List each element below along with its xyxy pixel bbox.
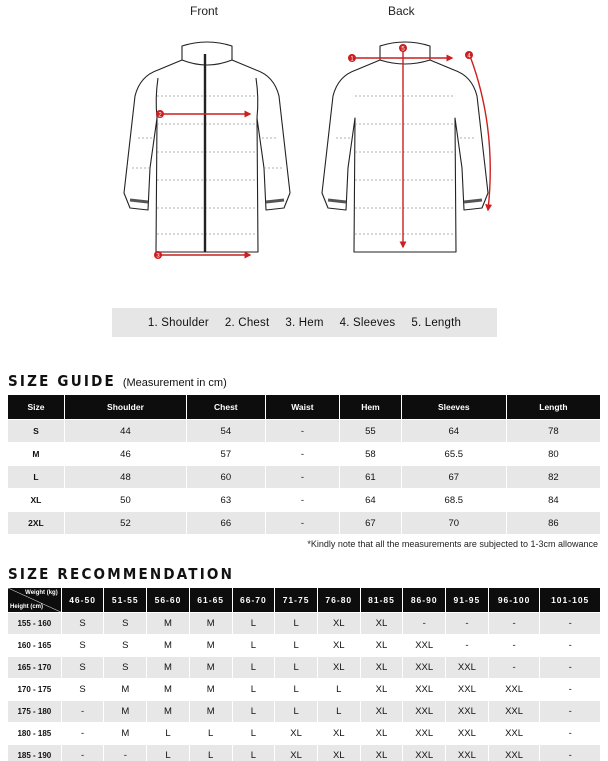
size-guide-title [8,372,227,390]
table-row [8,701,600,722]
recommended-size-cell: XXL [446,745,488,761]
size-guide-subtitle: (Measurement in cm) [122,377,227,389]
legend-shoulder: 1. Shoulder [147,316,209,329]
size-guide-heading: SIZE GUIDE [8,372,116,390]
measurement-cell: 80 [507,443,600,465]
recommended-size-cell: XL [318,635,360,656]
recommended-size-cell: - [540,701,600,722]
recommended-size-cell: - [403,613,445,634]
svg-text:4: 4 [467,53,471,60]
recommended-size-cell: L [275,679,317,700]
recommended-size-cell: L [190,723,232,744]
size-cell: M [8,443,64,465]
recommended-size-cell: M [190,701,232,722]
recommended-size-cell: S [62,657,104,678]
recommended-size-cell: S [62,679,104,700]
recommended-size-cell: XXL [403,701,445,722]
weight-header-cell: 46-50 [62,588,104,612]
recommended-size-cell: L [233,635,275,656]
svg-text:3: 3 [156,253,160,260]
measurement-cell: - [266,443,339,465]
back-view-label: Back [388,4,415,18]
recommended-size-cell: S [62,635,104,656]
recommended-size-cell: XXL [489,723,540,744]
recommended-size-cell: XXL [446,657,488,678]
size-guide-header-cell: Chest [187,395,265,419]
recommended-size-cell: XXL [446,679,488,700]
weight-header-cell: 56-60 [147,588,189,612]
recommended-size-cell: - [446,613,488,634]
table-row [8,635,600,656]
measurement-cell: 66 [187,512,265,534]
recommended-size-cell: XL [361,745,403,761]
measurement-cell: 63 [187,489,265,511]
measurement-cell: 44 [65,420,186,442]
size-cell: XL [8,489,64,511]
table-row [8,443,600,465]
height-range-cell: 185 - 190 [8,745,61,761]
table-row [8,489,600,511]
recommended-size-cell: L [233,679,275,700]
recommended-size-cell: L [275,613,317,634]
height-range-cell: 175 - 180 [8,701,61,722]
size-guide-header-cell: Hem [340,395,401,419]
recommended-size-cell: L [147,745,189,761]
recommended-size-cell: L [318,679,360,700]
recommended-size-cell: M [104,701,146,722]
recommended-size-cell: M [190,679,232,700]
recommended-size-cell: XL [275,745,317,761]
svg-text:2: 2 [158,112,162,119]
measurement-cell: 67 [402,466,506,488]
table-row [8,745,600,761]
size-guide-header-row [8,395,600,419]
size-cell: L [8,466,64,488]
weight-header-cell: 96-100 [489,588,540,612]
recommended-size-cell: - [540,723,600,744]
table-row [8,679,600,700]
recommended-size-cell: XL [318,613,360,634]
recommended-size-cell: S [104,635,146,656]
height-range-cell: 160 - 165 [8,635,61,656]
measurement-cell: 64 [340,489,401,511]
measurement-cell: 86 [507,512,600,534]
recommended-size-cell: XXL [403,723,445,744]
recommended-size-cell: - [489,635,540,656]
measurement-cell: - [266,420,339,442]
recommended-size-cell: L [190,745,232,761]
jacket-diagram [0,18,608,288]
table-row [8,657,600,678]
measurement-cell: 58 [340,443,401,465]
legend-chest: 2. Chest [224,316,270,329]
table-row [8,613,600,634]
marker-sleeves-4 [465,51,473,60]
recommended-size-cell: L [147,723,189,744]
measurement-cell: 61 [340,466,401,488]
measurement-cell: 78 [507,420,600,442]
recommended-size-cell: XXL [489,701,540,722]
recommended-size-cell: XXL [446,723,488,744]
height-axis-label: Height (cm) [10,604,43,610]
recommended-size-cell: XXL [403,635,445,656]
recommended-size-cell: XXL [446,701,488,722]
recommended-size-cell: M [147,635,189,656]
size-cell: 2XL [8,512,64,534]
recommended-size-cell: M [147,657,189,678]
legend-sleeves: 4. Sleeves [339,316,396,329]
recommended-size-cell: - [540,613,600,634]
back-jacket-drawing [322,42,488,252]
recommended-size-cell: L [275,657,317,678]
measurement-cell: 84 [507,489,600,511]
measurement-legend [112,308,497,337]
recommended-size-cell: XXL [489,679,540,700]
table-row [8,723,600,744]
recommended-size-cell: - [489,613,540,634]
weight-header-cell: 51-55 [104,588,146,612]
legend-hem: 3. Hem [285,316,324,329]
size-guide-header-cell: Shoulder [65,395,186,419]
measurement-cell: 67 [340,512,401,534]
recommended-size-cell: L [233,657,275,678]
recommended-size-cell: M [147,613,189,634]
recommended-size-cell: XXL [489,745,540,761]
front-jacket-drawing [124,42,290,252]
recommended-size-cell: XL [361,657,403,678]
table-row [8,512,600,534]
measurement-cell: - [266,489,339,511]
height-range-cell: 165 - 170 [8,657,61,678]
recommended-size-cell: XL [318,745,360,761]
measurement-cell: 55 [340,420,401,442]
measurement-cell: 60 [187,466,265,488]
weight-header-cell: 101-105 [540,588,600,612]
recommended-size-cell: S [104,657,146,678]
weight-height-corner [8,588,61,612]
recommended-size-cell: L [318,701,360,722]
recommended-size-cell: XXL [403,657,445,678]
measurement-cell: 65.5 [402,443,506,465]
svg-text:1: 1 [350,56,354,63]
measurement-cell: - [266,466,339,488]
recommended-size-cell: L [275,635,317,656]
measurement-cell: 64 [402,420,506,442]
weight-header-cell: 81-85 [361,588,403,612]
size-guide-header-cell: Length [507,395,600,419]
size-guide-header-cell: Waist [266,395,339,419]
size-cell: S [8,420,64,442]
recommended-size-cell: M [190,613,232,634]
recommended-size-cell: XXL [403,679,445,700]
measurement-cell: 48 [65,466,186,488]
measurement-cell: 70 [402,512,506,534]
recommended-size-cell: XL [318,657,360,678]
size-recommendation-header-row [8,588,600,612]
recommended-size-cell: - [446,635,488,656]
recommended-size-cell: L [233,613,275,634]
recommended-size-cell: L [233,745,275,761]
height-range-cell: 180 - 185 [8,723,61,744]
recommended-size-cell: - [540,635,600,656]
measurement-cell: 54 [187,420,265,442]
recommended-size-cell: XXL [403,745,445,761]
recommended-size-cell: - [489,657,540,678]
recommended-size-cell: M [147,679,189,700]
recommended-size-cell: L [233,723,275,744]
recommended-size-cell: M [190,635,232,656]
measurement-cell: 50 [65,489,186,511]
recommended-size-cell: XL [361,679,403,700]
recommended-size-cell: - [540,657,600,678]
recommended-size-cell: M [190,657,232,678]
weight-header-cell: 61-65 [190,588,232,612]
weight-header-cell: 76-80 [318,588,360,612]
recommended-size-cell: XL [361,613,403,634]
table-row [8,466,600,488]
legend-length: 5. Length [411,316,462,329]
weight-axis-label: Weight (kg) [25,590,58,596]
size-guide-table [7,394,601,535]
measurement-cell: - [266,512,339,534]
measurement-cell: 46 [65,443,186,465]
size-guide-header-cell: Size [8,395,64,419]
svg-text:5: 5 [401,46,405,53]
recommended-size-cell: - [540,745,600,761]
recommended-size-cell: - [62,745,104,761]
recommended-size-cell: XL [361,635,403,656]
weight-header-cell: 91-95 [446,588,488,612]
front-view-label: Front [190,4,219,18]
recommended-size-cell: - [540,679,600,700]
recommended-size-cell: - [62,723,104,744]
recommended-size-cell: XL [318,723,360,744]
size-recommendation-table [7,587,601,761]
weight-header-cell: 86-90 [403,588,445,612]
measurement-cell: 57 [187,443,265,465]
recommended-size-cell: XL [361,701,403,722]
recommended-size-cell: S [62,613,104,634]
measurement-cell: 52 [65,512,186,534]
table-row [8,420,600,442]
marker-hem-3 [154,251,162,260]
recommended-size-cell: XL [275,723,317,744]
recommended-size-cell: M [104,679,146,700]
weight-header-cell: 66-70 [233,588,275,612]
recommended-size-cell: - [62,701,104,722]
height-range-cell: 155 - 160 [8,613,61,634]
recommended-size-cell: XL [361,723,403,744]
weight-header-cell: 71-75 [275,588,317,612]
recommended-size-cell: L [233,701,275,722]
recommended-size-cell: L [275,701,317,722]
size-recommendation-title: SIZE RECOMMENDATION [8,565,235,583]
marker-shoulder-1 [348,54,356,63]
recommended-size-cell: M [147,701,189,722]
size-guide-header-cell: Sleeves [402,395,506,419]
allowance-note: *Kindly note that all the measurements are subjected to 1-3cm allowance [307,539,598,549]
recommended-size-cell: S [104,613,146,634]
measurement-cell: 68.5 [402,489,506,511]
height-range-cell: 170 - 175 [8,679,61,700]
recommended-size-cell: - [104,745,146,761]
recommended-size-cell: M [104,723,146,744]
measurement-cell: 82 [507,466,600,488]
